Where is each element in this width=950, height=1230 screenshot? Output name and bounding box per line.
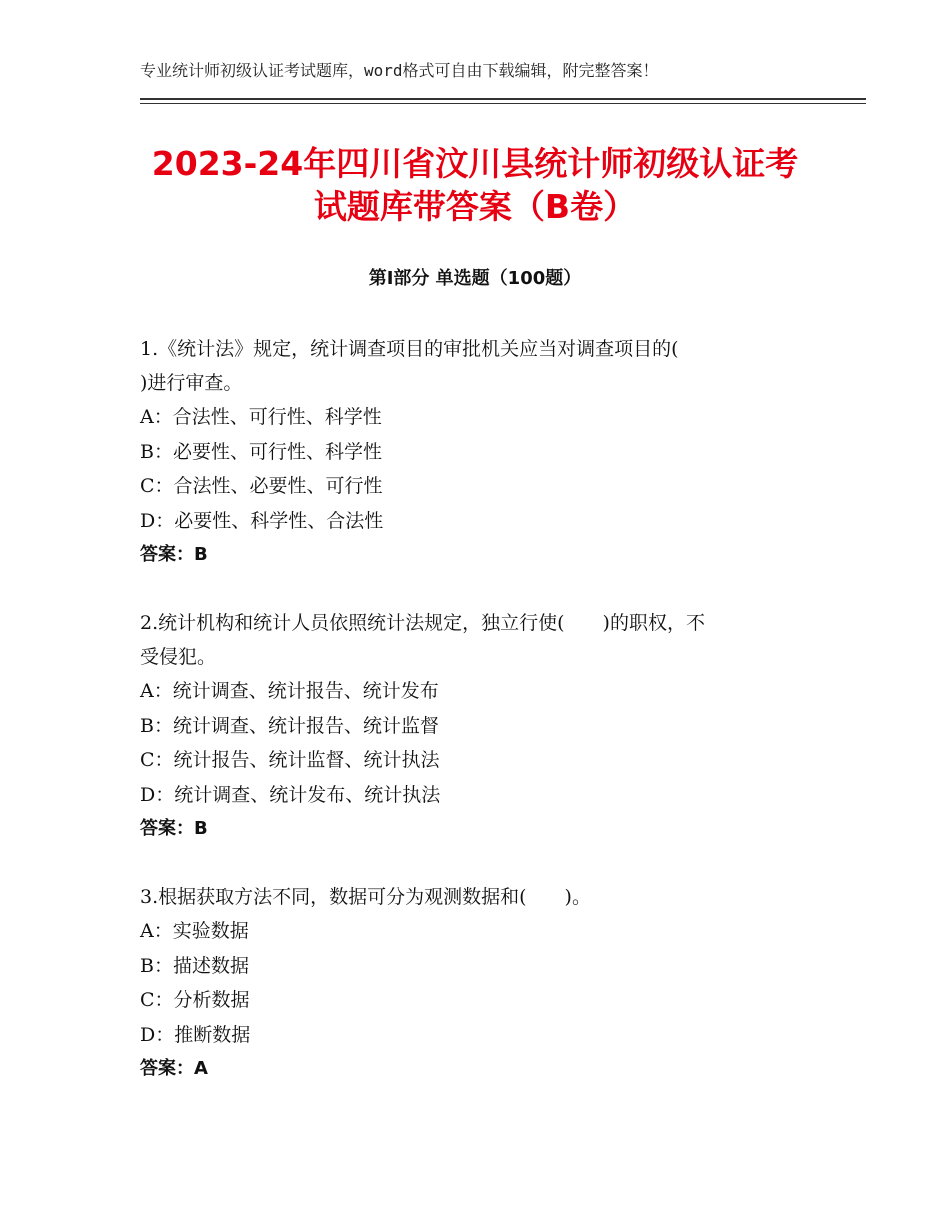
option-d: D：推断数据: [140, 1023, 251, 1046]
question-list: [140, 332, 800, 1120]
option-b: B：必要性、可行性、科学性: [140, 440, 382, 463]
stem-line-1: 3.根据获取方法不同，数据可分为观测数据和( )。: [140, 886, 591, 908]
option-c: C：分析数据: [140, 989, 250, 1011]
question-stem: [140, 880, 800, 914]
title-line-1: 2023-24年四川省汶川县统计师初级认证考: [151, 144, 799, 183]
stem-line-1: 1.《统计法》规定，统计调查项目的审批机关应当对调查项目的(: [140, 338, 679, 360]
option-d: D：必要性、科学性、合法性: [140, 509, 384, 532]
answer-label: 答案：B: [140, 544, 208, 565]
header-note: 专业统计师初级认证考试题库，word格式可自由下载编辑，附完整答案！: [140, 61, 659, 80]
section-heading: 第Ⅰ部分 单选题（100题）: [368, 268, 582, 289]
answer-label: 答案：B: [140, 818, 208, 839]
option-a: A：统计调查、统计报告、统计发布: [140, 680, 439, 702]
option-a: A：实验数据: [140, 920, 249, 942]
option-b: B：统计调查、统计报告、统计监督: [140, 714, 439, 737]
question-stem: [140, 332, 800, 400]
option-a: A：合法性、可行性、科学性: [140, 406, 382, 428]
stem-line-2: 受侵犯。: [140, 646, 217, 668]
document-title: [120, 142, 830, 228]
title-line-2: 试题库带答案（B卷）: [313, 187, 637, 226]
option-c: C：统计报告、统计监督、统计执法: [140, 749, 440, 771]
question-stem: [140, 606, 800, 674]
stem-line-1: 2.统计机构和统计人员依照统计法规定，独立行使( )的职权，不: [140, 612, 705, 634]
stem-line-2: )进行审查。: [140, 372, 243, 394]
question-2: [140, 606, 800, 846]
header-divider-thick: [140, 98, 866, 100]
question-1: [140, 332, 800, 572]
option-d: D：统计调查、统计发布、统计执法: [140, 783, 441, 806]
option-b: B：描述数据: [140, 954, 249, 977]
question-3: [140, 880, 800, 1086]
option-c: C：合法性、必要性、可行性: [140, 475, 383, 497]
answer-label: 答案：A: [140, 1058, 208, 1079]
header-divider-thin: [140, 103, 866, 104]
